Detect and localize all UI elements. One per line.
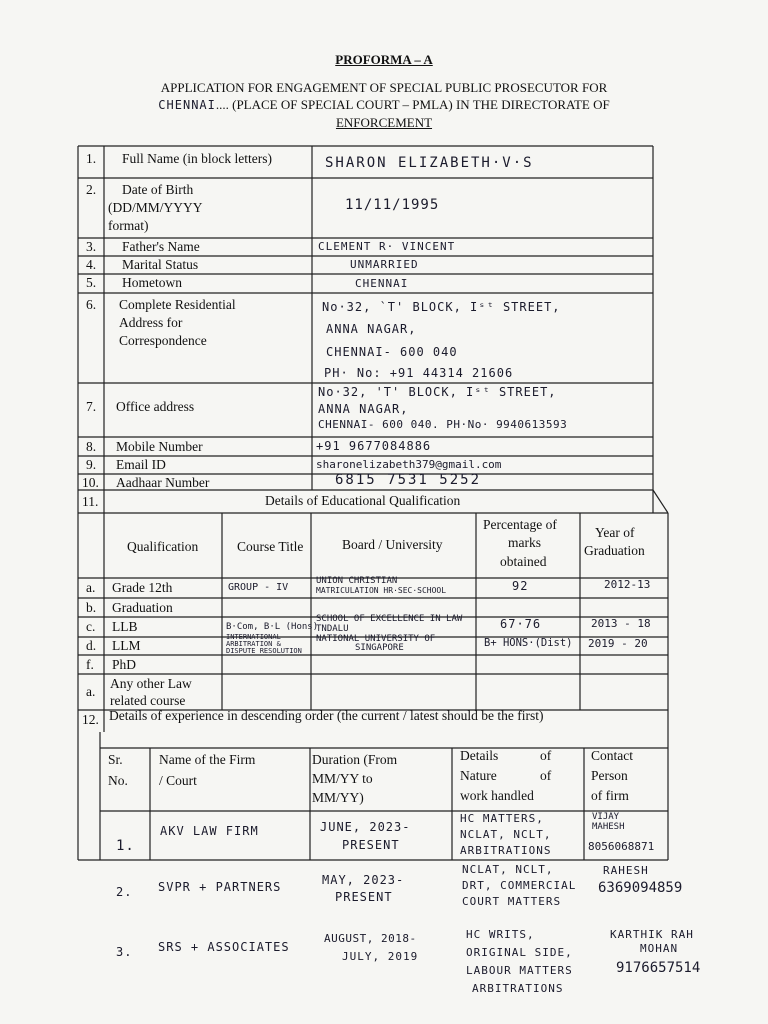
edu-qualification: LLB: [112, 619, 138, 634]
exp-duration[interactable]: JUNE, 2023-: [320, 820, 411, 834]
row-number: 4.: [86, 257, 97, 272]
exp-contact-phone[interactable]: 6369094859: [598, 880, 683, 896]
col-header-details: of: [540, 748, 552, 763]
edu-row-letter: a.: [86, 580, 96, 595]
col-header-percentage: marks: [508, 535, 541, 550]
exp-work[interactable]: ARBITRATIONS: [472, 982, 564, 995]
residential-address-line[interactable]: ANNA NAGAR,: [326, 322, 417, 336]
exp-sr: 3.: [116, 945, 133, 959]
full-name-label: Full Name (in block letters): [122, 151, 272, 166]
exp-work[interactable]: HC WRITS,: [466, 928, 535, 941]
col-header-contact: Person: [591, 768, 628, 783]
edu-row-letter: d.: [86, 638, 97, 653]
row-number: 3.: [86, 239, 97, 254]
col-header-board: Board / University: [342, 537, 443, 552]
exp-contact[interactable]: VIJAY: [592, 812, 620, 822]
residential-address-line[interactable]: CHENNAI- 600 040: [326, 345, 458, 359]
dob-format-label: (DD/MM/YYYY: [108, 200, 203, 215]
col-header-sr: No.: [108, 773, 128, 788]
edu-percentage[interactable]: 92: [512, 579, 529, 593]
row-number: 9.: [86, 457, 97, 472]
mobile-label: Mobile Number: [116, 439, 203, 454]
row-number: 1.: [86, 151, 97, 166]
col-header-duration: MM/YY to: [312, 771, 373, 786]
edu-qualification: related course: [110, 693, 186, 708]
edu-qualification: Grade 12th: [112, 580, 173, 595]
marital-status-value[interactable]: UNMARRIED: [350, 258, 419, 271]
education-section-title: Details of Educational Qualification: [265, 493, 461, 508]
edu-percentage[interactable]: B+ HONS·(Dist): [484, 637, 573, 649]
col-header-details: Details: [460, 748, 499, 763]
exp-contact[interactable]: KARTHIK RAH: [610, 928, 694, 941]
proforma-title: PROFORMA – A: [335, 52, 433, 67]
col-header-qualification: Qualification: [127, 539, 199, 554]
application-title-line3: ENFORCEMENT: [335, 115, 433, 130]
edu-row-letter: b.: [86, 600, 97, 615]
application-title-line1: APPLICATION FOR ENGAGEMENT OF SPECIAL PUBLIC PROSECUTOR FOR: [160, 80, 608, 95]
edu-qualification: PhD: [112, 657, 137, 672]
exp-contact-phone[interactable]: 8056068871: [588, 840, 655, 853]
hometown-label: Hometown: [122, 275, 182, 290]
exp-contact[interactable]: RAHESH: [603, 864, 649, 877]
email-value[interactable]: sharonelizabeth379@gmail.com: [316, 458, 502, 471]
edu-board[interactable]: UNION CHRISTIAN: [316, 576, 398, 586]
father-name-value[interactable]: CLEMENT R· VINCENT: [318, 240, 456, 253]
father-name-label: Father's Name: [122, 239, 200, 254]
exp-duration[interactable]: PRESENT: [342, 838, 400, 852]
col-header-percentage: Percentage of: [483, 517, 557, 532]
edu-qualification: LLM: [112, 638, 141, 653]
edu-row-letter: a.: [86, 684, 96, 699]
exp-duration[interactable]: JULY, 2019: [342, 950, 419, 963]
exp-sr: 1.: [116, 838, 135, 854]
residential-address-line[interactable]: No·32, `T' BLOCK, Iˢᵗ STREET,: [322, 300, 561, 314]
edu-percentage[interactable]: 67·76: [500, 617, 542, 631]
full-name-value[interactable]: SHARON ELIZABETH·V·S: [325, 155, 534, 171]
row-number: 10.: [82, 475, 99, 490]
exp-contact[interactable]: MOHAN: [640, 942, 679, 955]
col-header-sr: Sr.: [108, 752, 123, 767]
exp-work[interactable]: HC MATTERS,: [460, 812, 544, 825]
edu-row-letter: f.: [86, 657, 94, 672]
exp-firm[interactable]: AKV LAW FIRM: [160, 824, 259, 838]
exp-firm[interactable]: SRS + ASSOCIATES: [158, 940, 290, 954]
row-number: 5.: [86, 275, 97, 290]
email-label: Email ID: [116, 457, 166, 472]
col-header-firm: Name of the Firm: [159, 752, 256, 767]
aadhaar-value[interactable]: 6815 7531 5252: [335, 472, 482, 488]
exp-duration[interactable]: PRESENT: [335, 890, 393, 904]
edu-board[interactable]: SCHOOL OF EXCELLENCE IN LAW: [316, 614, 463, 624]
residential-address-label: Complete Residential: [119, 297, 236, 312]
marital-status-label: Marital Status: [122, 257, 199, 272]
exp-work[interactable]: COURT MATTERS: [462, 895, 562, 908]
exp-work[interactable]: DRT, COMMERCIAL: [462, 879, 577, 892]
application-title-line2: CHENNAI.... (PLACE OF SPECIAL COURT – PMLA) IN THE DIRECTORATE OF: [158, 97, 610, 112]
edu-board[interactable]: MATRICULATION HR·SEC·SCHOOL: [316, 586, 447, 595]
hometown-value[interactable]: CHENNAI: [355, 277, 409, 290]
exp-duration[interactable]: MAY, 2023-: [322, 873, 405, 887]
exp-duration[interactable]: AUGUST, 2018-: [324, 932, 417, 945]
office-address-label: Office address: [116, 399, 195, 414]
col-header-details: Nature: [460, 768, 497, 783]
exp-work[interactable]: LABOUR MATTERS: [466, 964, 573, 977]
edu-course[interactable]: INTERNATIONAL ARBITRATION & DISPUTE RESOLUTION: [226, 633, 302, 655]
exp-work[interactable]: ORIGINAL SIDE,: [466, 946, 573, 959]
office-address-line[interactable]: ANNA NAGAR,: [318, 402, 409, 416]
col-header-year: Year of: [595, 525, 635, 540]
col-header-contact: Contact: [591, 748, 633, 763]
residential-address-label: Address for: [119, 315, 183, 330]
edu-board[interactable]: NATIONAL UNIVERSITY OF: [316, 634, 436, 644]
col-header-course-title: Course Title: [237, 539, 304, 554]
edu-year[interactable]: 2012-13: [604, 578, 651, 591]
row-number: 7.: [86, 399, 97, 414]
col-header-details: of: [540, 768, 552, 783]
edu-row-letter: c.: [86, 619, 96, 634]
row-number: 8.: [86, 439, 97, 454]
edu-qualification: Any other Law: [110, 676, 192, 691]
experience-section-title: Details of experience in descending order (the current / latest should be the first): [109, 708, 544, 723]
mobile-value[interactable]: +91 9677084886: [316, 439, 432, 453]
office-address-line[interactable]: CHENNAI- 600 040. PH·No· 9940613593: [318, 418, 568, 431]
row-number: 2.: [86, 182, 97, 197]
row-number: 6.: [86, 297, 97, 312]
edu-year[interactable]: 2013 - 18: [591, 617, 651, 630]
exp-sr: 2.: [116, 885, 133, 899]
office-address-line[interactable]: No·32, 'T' BLOCK, Iˢᵗ STREET,: [318, 385, 557, 399]
col-header-percentage: obtained: [500, 554, 547, 569]
col-header-details: work handled: [460, 788, 534, 803]
exp-work[interactable]: ARBITRATIONS: [460, 844, 552, 857]
residential-address-label: Correspondence: [119, 333, 207, 348]
dob-label: Date of Birth: [122, 182, 194, 197]
edu-course[interactable]: B·Com, B·L (Hons): [226, 622, 319, 632]
exp-work[interactable]: NCLAT, NCLT,: [462, 863, 554, 876]
exp-contact-phone[interactable]: 9176657514: [616, 960, 701, 976]
col-header-firm: / Court: [159, 773, 197, 788]
exp-contact[interactable]: MAHESH: [592, 822, 625, 832]
dob-format-label: format): [108, 218, 149, 233]
edu-board[interactable]: TNDALU: [316, 624, 349, 634]
residential-phone[interactable]: PH· No: +91 44314 21606: [324, 366, 514, 380]
row-number: 11.: [82, 494, 99, 509]
exp-firm[interactable]: SVPR + PARTNERS: [158, 880, 282, 894]
col-header-contact: of firm: [591, 788, 629, 803]
edu-qualification: Graduation: [112, 600, 173, 615]
edu-board[interactable]: SINGAPORE: [355, 643, 404, 653]
col-header-year: Graduation: [584, 543, 645, 558]
col-header-duration: MM/YY): [312, 790, 364, 805]
exp-work[interactable]: NCLAT, NCLT,: [460, 828, 552, 841]
edu-course[interactable]: GROUP - IV: [228, 582, 289, 593]
aadhaar-label: Aadhaar Number: [116, 475, 210, 490]
edu-year[interactable]: 2019 - 20: [588, 637, 648, 650]
row-number: 12.: [82, 712, 99, 727]
dob-value[interactable]: 11/11/1995: [345, 197, 440, 213]
col-header-duration: Duration (From: [312, 752, 398, 767]
